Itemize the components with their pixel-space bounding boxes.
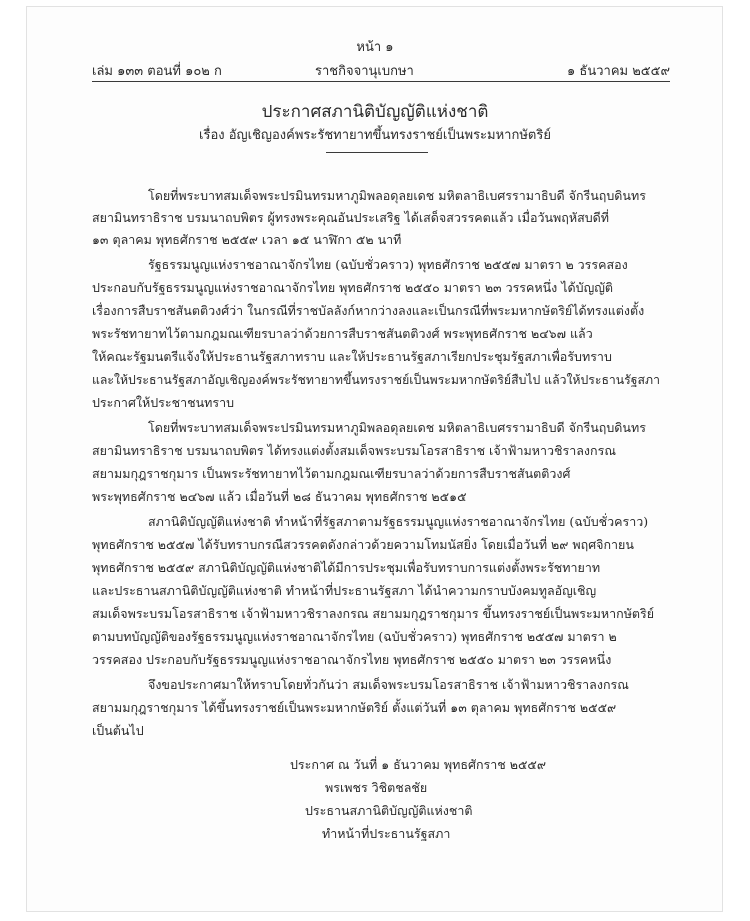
body-line: ประกาศให้ประชาชนทราบ bbox=[92, 395, 235, 410]
body-line: สภานิติบัญญัติแห่งชาติ ทำหน้าที่รัฐสภาตามรัฐธรรมนูญแห่งราชอาณาจักรไทย (ฉบับชั่วคราว) bbox=[148, 514, 649, 529]
announcement-date: ประกาศ ณ วันที่ ๑ ธันวาคม พุทธศักราช ๒๕๕๙ bbox=[290, 757, 547, 772]
page-number: หน้า ๑ bbox=[356, 40, 394, 55]
body-line: ประกอบกับรัฐธรรมนูญแห่งราชอาณาจักรไทย พุทธศักราช ๒๕๕๐ มาตรา ๒๓ วรรคหนึ่ง ได้บัญญัติ bbox=[92, 280, 614, 295]
body-line: สยามมกุฎราชกุมาร เป็นพระรัชทายาทไว้ตามกฎมณเฑียรบาลว่าด้วยการสืบราชสันตติวงศ์ bbox=[92, 466, 571, 481]
body-line: พุทธศักราช ๒๕๕๙ สภานิติบัญญัติแห่งชาติได้มีการประชุมเพื่อรับทราบการแต่งตั้งพระรัชทายาท bbox=[92, 560, 601, 575]
body-line: วรรคสอง ประกอบกับรัฐธรรมนูญแห่งราชอาณาจักรไทย พุทธศักราช ๒๕๕๐ มาตรา ๒๓ วรรคหนึ่ง bbox=[92, 652, 612, 667]
body-line: เป็นต้นไป bbox=[92, 723, 144, 738]
gazette-date: ๑ ธันวาคม ๒๕๕๙ bbox=[567, 64, 670, 79]
body-line: สยามินทราธิราช บรมนาถบพิตร ผู้ทรงพระคุณอันประเสริฐ ได้เสด็จสวรรคตแล้ว เมื่อวันพฤหัสบดีที่ bbox=[92, 210, 610, 225]
title-divider bbox=[326, 152, 428, 153]
volume-info: เล่ม ๑๓๓ ตอนที่ ๑๐๒ ก bbox=[92, 64, 222, 79]
gazette-header bbox=[92, 60, 670, 78]
body-line: สยามมกุฎราชกุมาร ได้ขึ้นทรงราชย์เป็นพระมหากษัตริย์ ตั้งแต่วันที่ ๑๓ ตุลาคม พุทธศักราช ๒๕๕๙ bbox=[92, 700, 617, 715]
body-line: พระรัชทายาทไว้ตามกฎมณเฑียรบาลว่าด้วยการสืบราชสันตติวงศ์ พระพุทธศักราช ๒๔๖๗ แล้ว bbox=[92, 326, 593, 341]
body-line: ตามบทบัญญัติของรัฐธรรมนูญแห่งราชอาณาจักรไทย (ฉบับชั่วคราว) พุทธศักราช ๒๕๕๗ มาตรา ๒ bbox=[92, 629, 617, 644]
announcement-subject: เรื่อง อัญเชิญองค์พระรัชทายาทขึ้นทรงราชย์เป็นพระมหากษัตริย์ bbox=[199, 128, 551, 143]
header-divider bbox=[92, 81, 670, 82]
signatory-acting-role: ทำหน้าที่ประธานรัฐสภา bbox=[322, 826, 451, 841]
body-line: จึงขอประกาศมาให้ทราบโดยทั่วกันว่า สมเด็จพระบรมโอรสาธิราช เจ้าฟ้ามหาวชิราลงกรณ bbox=[148, 677, 629, 692]
gazette-name: ราชกิจจานุเบกษา bbox=[315, 64, 414, 79]
body-line: ๑๓ ตุลาคม พุทธศักราช ๒๕๕๙ เวลา ๑๕ นาฬิกา ๕๒ นาที bbox=[92, 232, 402, 247]
body-line: พระพุทธศักราช ๒๔๖๗ แล้ว เมื่อวันที่ ๒๘ ธันวาคม พุทธศักราช ๒๕๑๕ bbox=[92, 489, 467, 504]
body-line: โดยที่พระบาทสมเด็จพระปรมินทรมหาภูมิพลอดุลยเดช มหิตลาธิเบศรรามาธิบดี จักรีนฤบดินทร bbox=[148, 188, 646, 203]
announcement-title: ประกาศสภานิติบัญญัติแห่งชาติ bbox=[261, 102, 489, 122]
body-line: สยามินทราธิราช บรมนาถบพิตร ได้ทรงแต่งตั้งสมเด็จพระบรมโอรสาธิราช เจ้าฟ้ามหาวชิราลงกรณ bbox=[92, 443, 616, 458]
signatory-name: พรเพชร วิชิตชลชัย bbox=[325, 780, 428, 795]
body-line: เรื่องการสืบราชสันตติวงศ์ว่า ในกรณีที่ราชบัลลังก์หากว่างลงและเป็นกรณีที่พระมหากษัตริย์ได้ทรงแต่งตั้ง bbox=[92, 303, 645, 318]
body-line: โดยที่พระบาทสมเด็จพระปรมินทรมหาภูมิพลอดุลยเดช มหิตลาธิเบศรรามาธิบดี จักรีนฤบดินทร bbox=[148, 420, 646, 435]
body-line: และประธานสภานิติบัญญัติแห่งชาติ ทำหน้าที่ประธานรัฐสภา ได้นำความกราบบังคมทูลอัญเชิญ bbox=[92, 583, 597, 598]
body-line: และให้ประธานรัฐสภาอัญเชิญองค์พระรัชทายาทขึ้นทรงราชย์เป็นพระมหากษัตริย์สืบไป แล้วให้ประธานรัฐสภา bbox=[92, 373, 660, 387]
body-line: สมเด็จพระบรมโอรสาธิราช เจ้าฟ้ามหาวชิราลงกรณ สยามมกุฎราชกุมาร ขึ้นทรงราชย์เป็นพระมหากษัตริย์ bbox=[92, 606, 655, 621]
body-line: รัฐธรรมนูญแห่งราชอาณาจักรไทย (ฉบับชั่วคราว) พุทธศักราช ๒๕๕๗ มาตรา ๒ วรรคสอง bbox=[148, 257, 628, 272]
body-line: ให้คณะรัฐมนตรีแจ้งให้ประธานรัฐสภาทราบ และให้ประธานรัฐสภาเรียกประชุมรัฐสภาเพื่อรับทราบ bbox=[92, 349, 612, 364]
signatory-position: ประธานสภานิติบัญญัติแห่งชาติ bbox=[305, 803, 473, 818]
body-line: พุทธศักราช ๒๕๕๗ ได้รับทราบกรณีสวรรคตดังกล่าวด้วยความโทมนัสยิ่ง โดยเมื่อวันที่ ๒๙ พฤศจิกายน bbox=[92, 537, 634, 552]
